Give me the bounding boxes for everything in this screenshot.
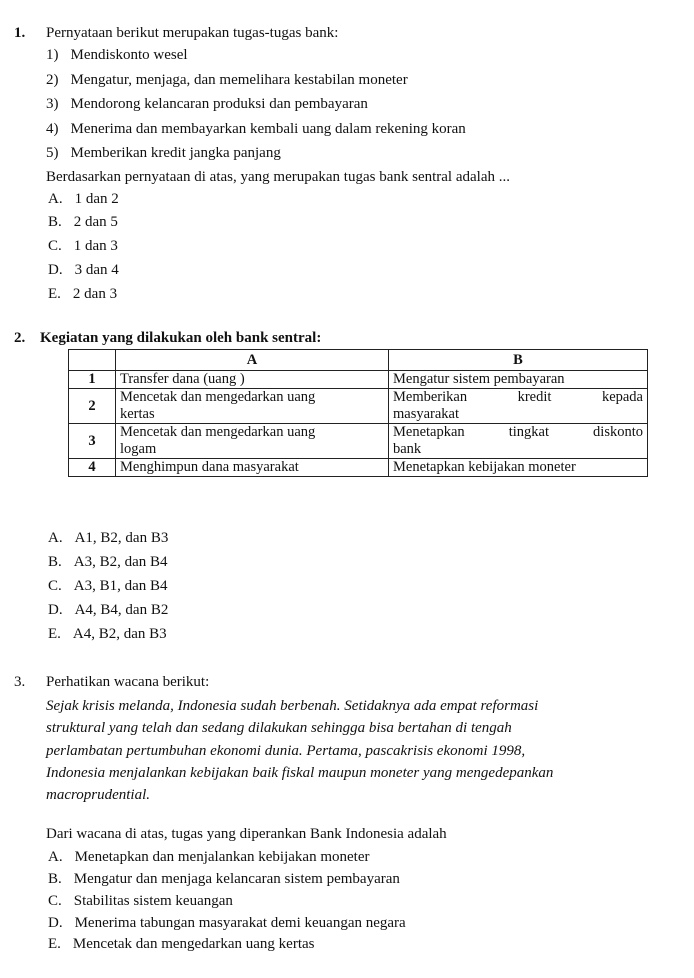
option-letter: D.	[48, 262, 63, 278]
passage-line: Indonesia menjalankan kebijakan baik fiskal maupun moneter yang mengedepankan	[46, 765, 554, 781]
option-letter: A.	[48, 191, 63, 207]
cell-a-line: kertas	[120, 406, 155, 422]
table-header-number	[69, 350, 116, 371]
q1-statement	[46, 144, 281, 162]
row-number: 4	[69, 459, 116, 477]
option-letter: B.	[48, 214, 62, 230]
q2-activity-table	[68, 349, 648, 477]
cell-b-line: masyarakat	[393, 406, 460, 422]
cell-b	[389, 371, 648, 389]
q2-option[interactable]	[48, 529, 168, 547]
cell-a-line: Mencetak dan mengedarkan uang	[120, 424, 316, 440]
cell-b-line: Menetapkan kebijakan moneter	[393, 459, 576, 475]
option-text: Stabilitas sistem keuangan	[73, 893, 233, 909]
option-text: Menerima tabungan masyarakat demi keuangan negara	[74, 915, 406, 931]
q3-stem: Perhatikan wacana berikut:	[46, 674, 210, 690]
table-row	[69, 371, 648, 389]
q2-option[interactable]	[48, 553, 168, 571]
option-letter: E.	[48, 936, 61, 952]
q1-statement	[46, 46, 188, 64]
option-text: A1, B2, dan B3	[74, 530, 169, 546]
q2-option[interactable]	[48, 601, 168, 619]
cell-a	[116, 424, 389, 459]
passage-line: struktural yang telah dan sedang dilakukan sehingga bisa bertahan di tengah	[46, 720, 512, 736]
cell-a	[116, 459, 389, 477]
statement-text: Mendiskonto wesel	[70, 47, 188, 63]
option-text: Mengatur dan menjaga kelancaran sistem pembayaran	[73, 871, 400, 887]
option-letter: A.	[48, 849, 63, 865]
q2-stem: Kegiatan yang dilakukan oleh bank sentral:	[40, 330, 322, 346]
cell-a-line: logam	[120, 441, 157, 457]
option-letter: B.	[48, 871, 62, 887]
option-text: 2 dan 3	[72, 286, 118, 302]
passage-line: macroprudential.	[46, 787, 151, 803]
option-letter: A.	[48, 530, 63, 546]
q2-option[interactable]	[48, 577, 168, 595]
q3-option[interactable]	[48, 870, 400, 888]
q1-option[interactable]	[48, 237, 118, 255]
q3-option[interactable]	[48, 848, 369, 866]
cell-a	[116, 389, 389, 424]
statement-text: Menerima dan membayarkan kembali uang dalam rekening koran	[70, 121, 466, 137]
statement-number: 1)	[46, 47, 59, 63]
q1-statement	[46, 71, 408, 89]
option-letter: E.	[48, 286, 61, 302]
q1-option[interactable]	[48, 213, 118, 231]
table-header-row	[69, 350, 648, 371]
row-number: 3	[69, 424, 116, 459]
cell-b-line: bank	[393, 441, 422, 457]
q1-question: Berdasarkan pernyataan di atas, yang merupakan tugas bank sentral adalah ...	[46, 169, 510, 185]
q3-option[interactable]	[48, 914, 406, 932]
option-text: 1 dan 3	[73, 238, 118, 254]
option-text: 1 dan 2	[74, 191, 119, 207]
option-text: A4, B4, dan B2	[74, 602, 169, 618]
table-row	[69, 459, 648, 477]
q1-option[interactable]	[48, 190, 119, 208]
q1-statement	[46, 120, 466, 138]
option-text: Menetapkan dan menjalankan kebijakan moneter	[74, 849, 370, 865]
cell-b-line: Menetapkan tingkat diskonto	[393, 424, 643, 440]
q3-question: Dari wacana di atas, tugas yang diperankan Bank Indonesia adalah	[46, 826, 447, 842]
statement-number: 5)	[46, 145, 59, 161]
q1-stem: Pernyataan berikut merupakan tugas-tugas bank:	[46, 25, 339, 41]
option-text: A3, B2, dan B4	[73, 554, 168, 570]
cell-a-line: Transfer dana (uang )	[120, 371, 245, 387]
q2-number: 2.	[14, 330, 26, 346]
q1-option[interactable]	[48, 285, 117, 303]
statement-text: Memberikan kredit jangka panjang	[70, 145, 281, 161]
statement-number: 4)	[46, 121, 59, 137]
q1-option[interactable]	[48, 261, 119, 279]
statement-number: 2)	[46, 72, 59, 88]
cell-a	[116, 371, 389, 389]
table-header-a: A	[116, 350, 389, 371]
option-letter: E.	[48, 626, 61, 642]
q3-option[interactable]	[48, 935, 314, 953]
option-text: A3, B1, dan B4	[73, 578, 168, 594]
q1-statement	[46, 95, 368, 113]
cell-a-line: Menghimpun dana masyarakat	[120, 459, 299, 475]
q2-option[interactable]	[48, 625, 167, 643]
option-letter: B.	[48, 554, 62, 570]
statement-text: Mengatur, menjaga, dan memelihara kestabilan moneter	[70, 72, 408, 88]
passage-line: perlambatan pertumbuhan ekonomi dunia. Pertama, pascakrisis ekonomi 1998,	[46, 743, 526, 759]
option-text: Mencetak dan mengedarkan uang kertas	[72, 936, 315, 952]
statement-number: 3)	[46, 96, 59, 112]
cell-a-line: Mencetak dan mengedarkan uang	[120, 389, 316, 405]
statement-text: Mendorong kelancaran produksi dan pembayaran	[70, 96, 368, 112]
cell-b-line: Mengatur sistem pembayaran	[393, 371, 565, 387]
cell-b	[389, 459, 648, 477]
option-letter: D.	[48, 602, 63, 618]
option-letter: D.	[48, 915, 63, 931]
option-letter: C.	[48, 238, 62, 254]
cell-b-line: Memberikan kredit kepada	[393, 389, 643, 405]
table-row	[69, 424, 648, 459]
q3-number: 3.	[14, 674, 26, 690]
passage-line: Sejak krisis melanda, Indonesia sudah berbenah. Setidaknya ada empat reformasi	[46, 698, 539, 714]
table-header-b: B	[389, 350, 648, 371]
q3-option[interactable]	[48, 892, 233, 910]
row-number: 1	[69, 371, 116, 389]
option-text: 3 dan 4	[74, 262, 119, 278]
option-letter: C.	[48, 893, 62, 909]
q1-number: 1.	[14, 25, 26, 41]
option-text: A4, B2, dan B3	[72, 626, 167, 642]
row-number: 2	[69, 389, 116, 424]
option-text: 2 dan 5	[73, 214, 118, 230]
cell-b	[389, 389, 648, 424]
table-row	[69, 389, 648, 424]
cell-b	[389, 424, 648, 459]
option-letter: C.	[48, 578, 62, 594]
